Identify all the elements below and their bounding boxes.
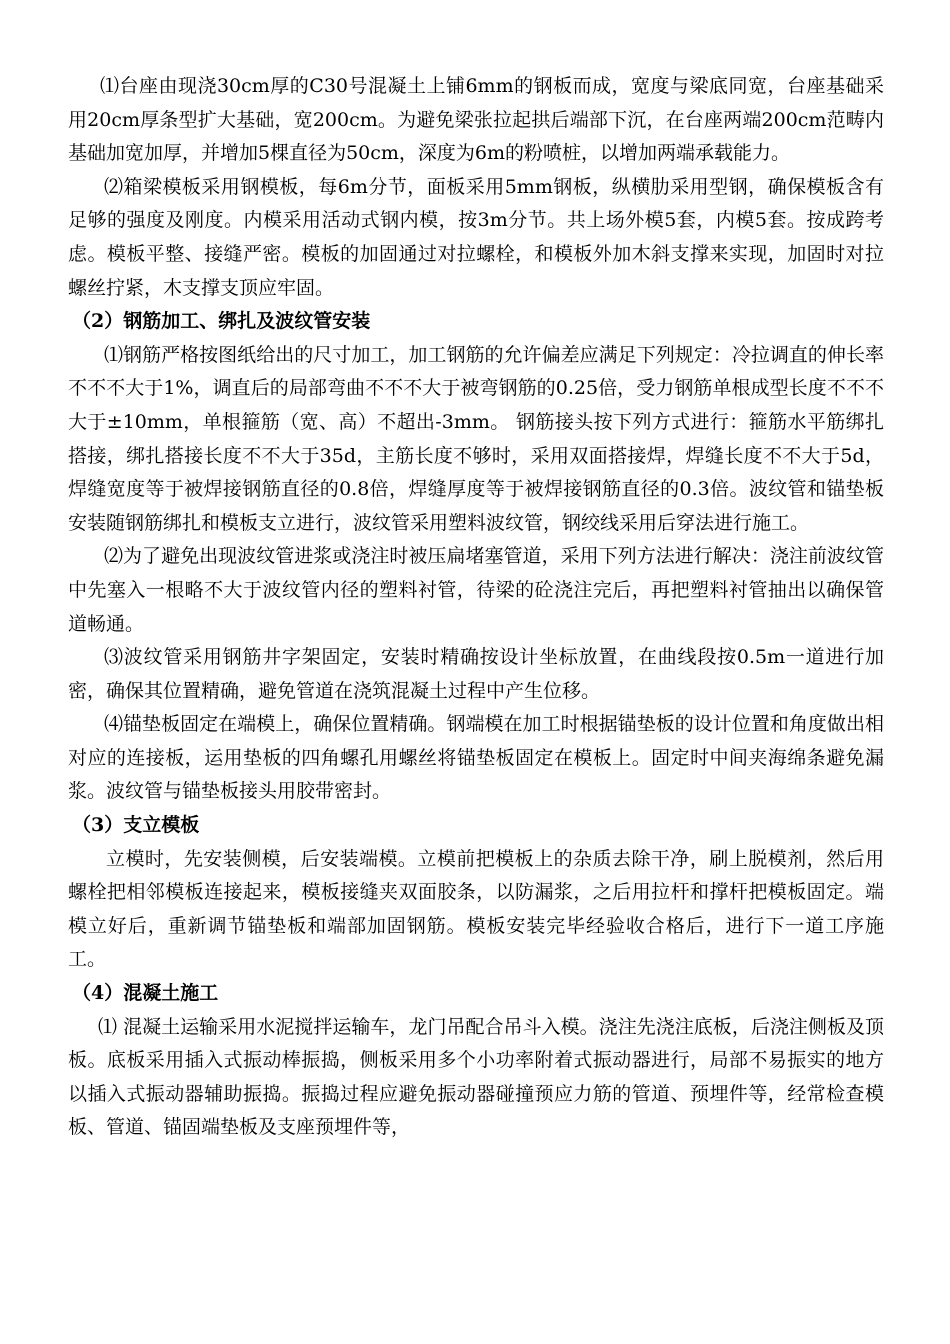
- paragraph-anchor-plate: ⑷锚垫板固定在端模上，确保位置精确。钢端模在加工时根据锚垫板的设计位置和角度做出相对应的连接板，运用垫板的四角螺孔用螺丝将锚垫板固定在模板上。固定时中间夹海绵条避免漏浆。波纹管与锚垫板接头用胶带密封。: [68, 713, 884, 803]
- section-heading-rebar: （2）钢筋加工、绑扎及波纹管安装: [72, 310, 371, 333]
- paragraph-formwork-erection: 立模时，先安装侧模，后安装端模。立模前把模板上的杂质去除干净，刷上脱模剂，然后用螺栓把相邻模板连接起来，模板接缝夹双面胶条，以防漏浆，之后用拉杆和撑杆把模板固定。端模立好后，重新调节锚垫板和端部加固钢筋。模板安装完毕经验收合格后，进行下一道工序施工。: [68, 847, 884, 971]
- document-page: [68, 70, 884, 1145]
- section-heading-concrete: （4）混凝土施工: [72, 982, 219, 1005]
- paragraph-formwork: ⑵箱梁模板采用钢模板，每6m分节，面板采用5mm钢板，纵横肋采用型钢，确保模板含有足够的强度及刚度。内模采用活动式钢内模，按3m分节。共上场外模5套，内模5套。按成跨考虑。模板平整、接缝严密。模板的加固通过对拉螺栓，和模板外加木斜支撑来实现，加固时对拉螺丝拧紧，木支撑支顶应牢固。: [68, 175, 884, 299]
- paragraph-duct-fixing: ⑶波纹管采用钢筋井字架固定，安装时精确按设计坐标放置，在曲线段按0.5m一道进行加密，确保其位置精确，避免管道在浇筑混凝土过程中产生位移。: [68, 646, 884, 702]
- section-heading-formwork: （3）支立模板: [72, 814, 200, 837]
- paragraph-rebar-processing: ⑴钢筋严格按图纸给出的尺寸加工，加工钢筋的允许偏差应满足下列规定：冷拉调直的伸长率不不不大于1%，调直后的局部弯曲不不不大于被弯钢筋的0.25倍，受力钢筋单根成型长度不不不大于±10mm，单根箍筋（宽、高）不超出-3mm。 钢筋接头按下列方式进行：箍筋水平筋绑扎搭接，绑扎搭接长度不不大于35d，主筋长度不够时，采用双面搭接焊，焊缝长度不不大于5d，焊缝宽度等于被焊接钢筋直径的0.8倍，焊缝厚度等于被焊接钢筋直径的0.3倍。波纹管和锚垫板安装随钢筋绑扎和模板支立进行，波纹管采用塑料波纹管，钢绞线采用后穿法进行施工。: [68, 343, 884, 534]
- paragraph-duct-protection: ⑵为了避免出现波纹管进浆或浇注时被压扁堵塞管道，采用下列方法进行解决：浇注前波纹管中先塞入一根略不大于波纹管内径的塑料衬管，待梁的砼浇注完后，再把塑料衬管抽出以确保管道畅通。: [68, 545, 884, 635]
- paragraph-concrete-pouring: ⑴ 混凝土运输采用水泥搅拌运输车，龙门吊配合吊斗入模。浇注先浇注底板，后浇注侧板及顶板。底板采用插入式振动棒振捣，侧板采用多个小功率附着式振动器进行，局部不易振实的地方以插入式振动器辅助振捣。振捣过程应避免振动器碰撞预应力筋的管道、预埋件等，经常检查模板、管道、锚固端垫板及支座预埋件等，: [68, 1015, 884, 1139]
- paragraph-platform: ⑴台座由现浇30cm厚的C30号混凝土上铺6mm的钢板而成，宽度与梁底同宽，台座基础采用20cm厚条型扩大基础，宽200cm。为避免梁张拉起拱后端部下沉，在台座两端200cm范畴内基础加宽加厚，并增加5棵直径为50cm，深度为6m的粉喷桩，以增加两端承载能力。: [68, 75, 884, 165]
